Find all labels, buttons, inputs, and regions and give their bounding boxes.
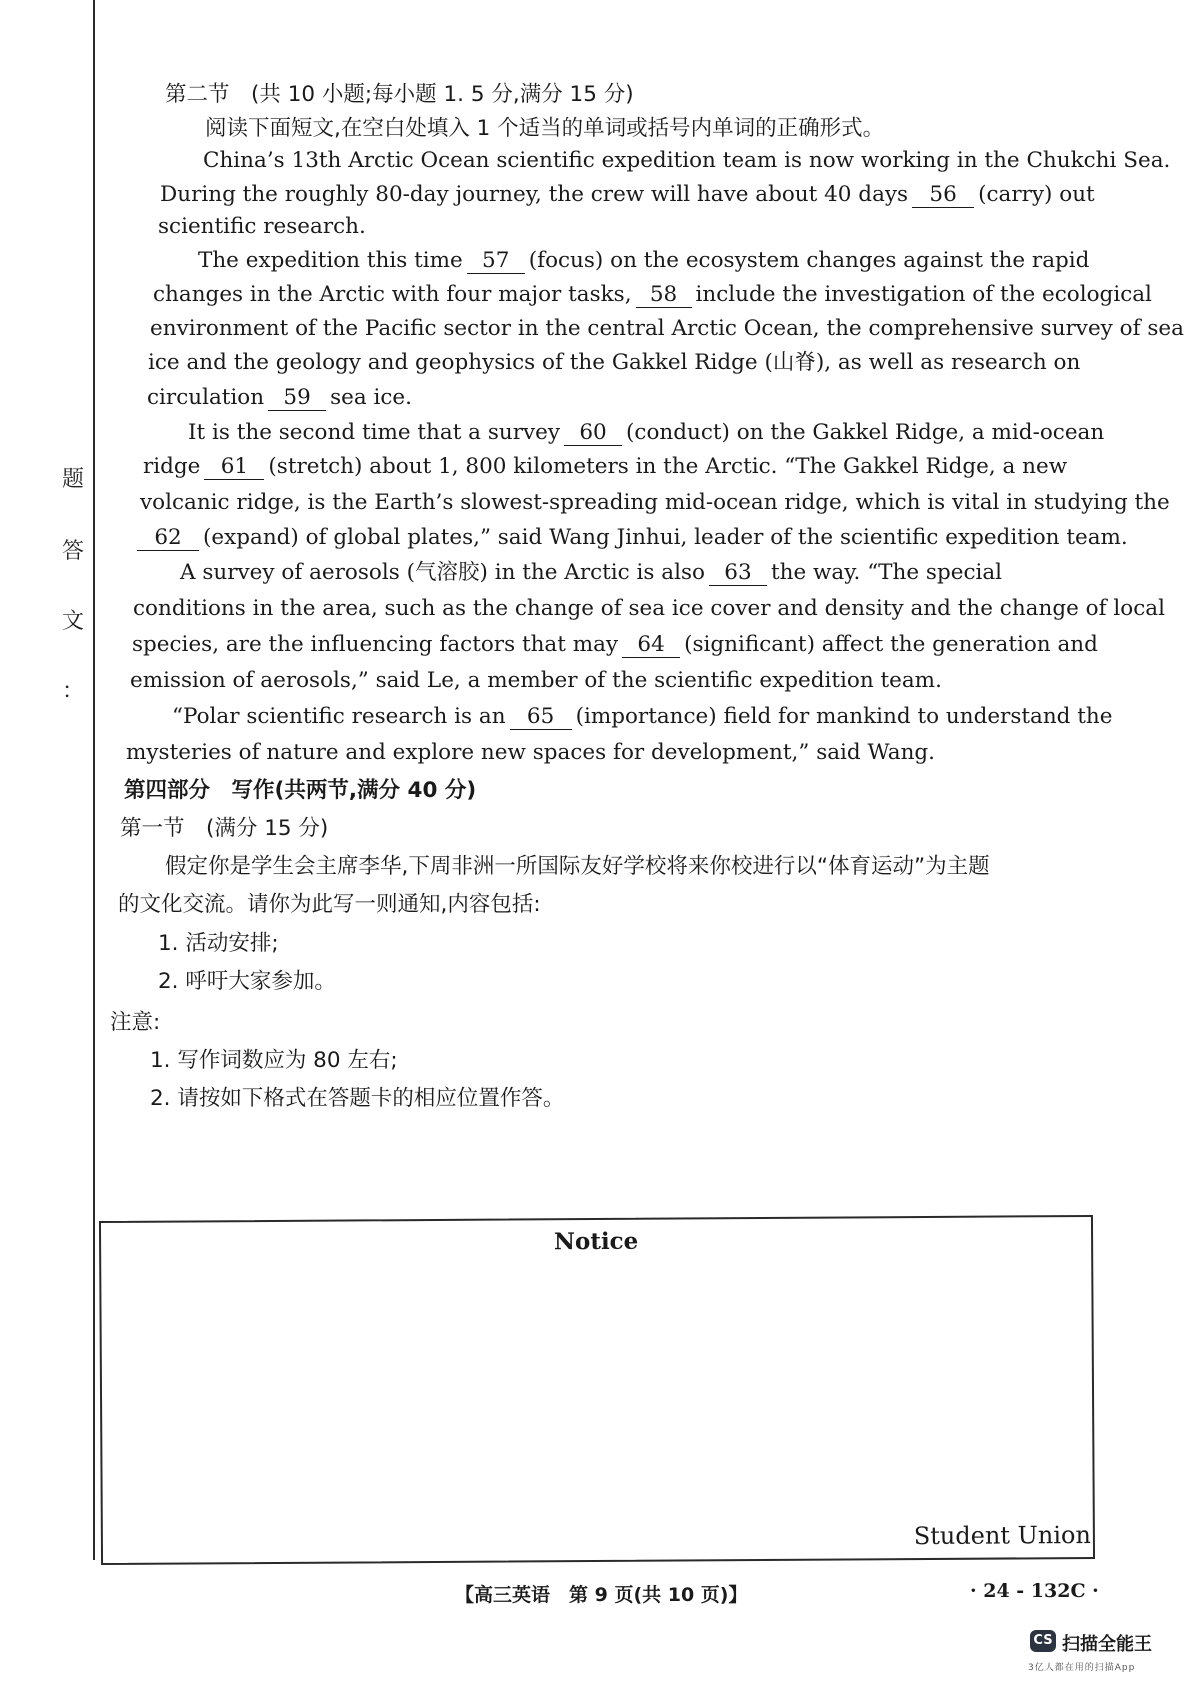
notice-title: Notice — [553, 1227, 639, 1256]
binding-margin-line — [93, 0, 95, 1560]
section2-instruction: 阅读下面短文,在空白处填入 1 个适当的单词或括号内单词的正确形式。 — [205, 116, 885, 141]
passage-line-18: mysteries of nature and explore new spaces for development,” said Wang. — [126, 740, 936, 765]
passage-line-11: volcanic ridge, is the Earth’s slowest-spreading mid-ocean ridge, which is vital in studying the — [140, 490, 1170, 515]
passage-line-2: During the roughly 80-day journey, the crew will have about 40 days 56 (carry) out — [160, 182, 1095, 207]
writing-item-1: 1. 活动安排; — [158, 931, 279, 956]
blank-65: 65 — [510, 705, 572, 730]
blank-63: 63 — [709, 561, 767, 586]
passage-line-6: environment of the Pacific sector in the central Arctic Ocean, the comprehensive survey of sea — [150, 316, 1184, 341]
passage-line-7: ice and the geology and geophysics of the Gakkel Ridge (山脊), as well as research on — [148, 350, 1081, 375]
part4-section1: 第一节 (满分 15 分) — [120, 816, 329, 841]
page-number: 【高三英语 第 9 页(共 10 页)】 — [455, 1584, 748, 1606]
blank-62: 62 — [137, 526, 199, 551]
note-2: 2. 请按如下格式在答题卡的相应位置作答。 — [150, 1086, 565, 1111]
note-1: 1. 写作词数应为 80 左右; — [150, 1048, 398, 1073]
passage-line-9: It is the second time that a survey 60 (conduct) on the Gakkel Ridge, a mid-ocean — [188, 420, 1105, 445]
margin-mark-1: 题 — [62, 467, 85, 492]
note-label: 注意: — [110, 1010, 161, 1035]
passage-line-10: ridge 61 (stretch) about 1, 800 kilometers in the Arctic. “The Gakkel Ridge, a new — [143, 454, 1068, 479]
passage-line-13: A survey of aerosols (气溶胶) in the Arctic is also 63 the way. “The special — [180, 560, 1003, 585]
passage-line-17: “Polar scientific research is an 65 (importance) field for mankind to understand the — [172, 704, 1113, 729]
margin-mark-3: 文 — [62, 609, 85, 634]
blank-60: 60 — [564, 421, 622, 446]
blank-64: 64 — [622, 633, 680, 658]
passage-line-16: emission of aerosols,” said Le, a member of the scientific expedition team. — [130, 668, 942, 693]
blank-61: 61 — [204, 455, 264, 480]
exam-code: · 24 - 132C · — [970, 1580, 1099, 1602]
passage-line-5: changes in the Arctic with four major tasks, 58 include the investigation of the ecological — [153, 282, 1152, 307]
passage-line-8: circulation 59 sea ice. — [147, 385, 412, 410]
writing-item-2: 2. 呼吁大家参加。 — [158, 969, 336, 994]
blank-57: 57 — [467, 249, 525, 274]
blank-59: 59 — [268, 386, 326, 411]
passage-line-4: The expedition this time 57 (focus) on the ecosystem changes against the rapid — [198, 248, 1090, 273]
writing-prompt-line-1: 假定你是学生会主席李华,下周非洲一所国际友好学校将来你校进行以“体育运动”为主题 — [165, 854, 990, 879]
notice-signature: Student Union — [913, 1520, 1091, 1551]
notice-answer-box — [99, 1215, 1095, 1565]
passage-line-1: China’s 13th Arctic Ocean scientific expedition team is now working in the Chukchi Sea. — [203, 148, 1171, 173]
passage-line-3: scientific research. — [158, 214, 366, 239]
blank-56: 56 — [912, 183, 974, 208]
part4-header: 第四部分 写作(共两节,满分 40 分) — [124, 778, 477, 803]
camscanner-logo-icon: CS — [1030, 1630, 1056, 1652]
camscanner-tagline: 3亿人都在用的扫描App — [1028, 1663, 1136, 1673]
passage-line-12: 62 (expand) of global plates,” said Wang Jinhui, leader of the scientific expedition team. — [137, 523, 1128, 553]
writing-prompt-line-2: 的文化交流。请你为此写一则通知,内容包括: — [118, 892, 541, 917]
section2-header: 第二节 (共 10 小题;每小题 1. 5 分,满分 15 分) — [165, 82, 634, 107]
margin-mark-2: 答 — [62, 539, 85, 564]
margin-mark-4: ： — [62, 679, 85, 704]
passage-line-15: species, are the influencing factors that may 64 (significant) affect the generation and — [132, 632, 1098, 657]
camscanner-name: 扫描全能王 — [1062, 1634, 1152, 1655]
passage-line-14: conditions in the area, such as the change of sea ice cover and density and the change of local — [133, 596, 1165, 621]
blank-58: 58 — [636, 283, 692, 308]
